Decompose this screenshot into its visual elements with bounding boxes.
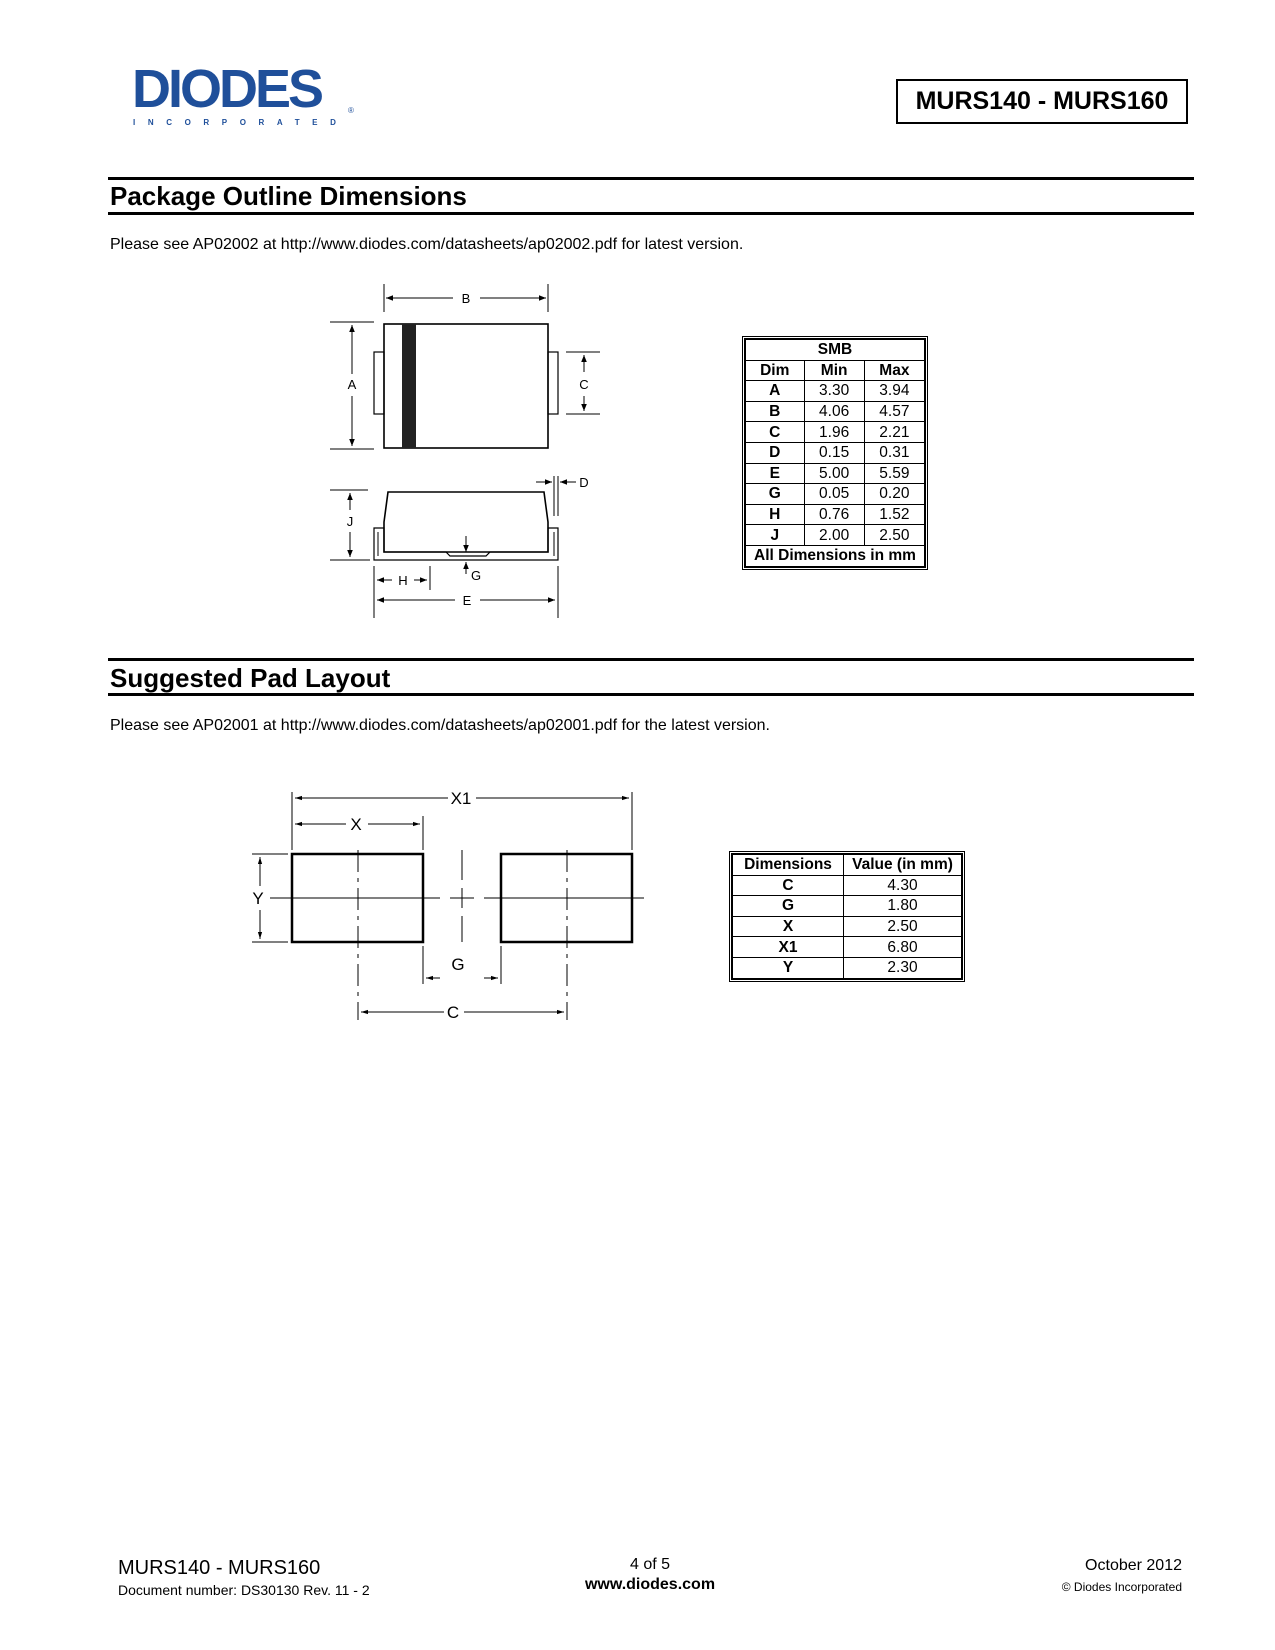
section-title-package-outline: Package Outline Dimensions bbox=[110, 181, 467, 211]
pad-label-y: Y bbox=[252, 889, 264, 908]
section-rule-bottom bbox=[108, 693, 1194, 696]
footer-page-number: 4 of 5 bbox=[629, 1556, 671, 1573]
smb-cell-max: 0.20 bbox=[864, 484, 924, 505]
smb-cell-dim: H bbox=[746, 504, 805, 525]
section-rule-top bbox=[108, 177, 1194, 180]
table-row bbox=[746, 381, 925, 402]
smb-cell-dim: D bbox=[746, 442, 805, 463]
table-row bbox=[733, 896, 962, 917]
smb-table-footer: All Dimensions in mm bbox=[746, 545, 925, 566]
dim-label-g: G bbox=[470, 568, 482, 583]
smb-cell-min: 0.76 bbox=[804, 504, 864, 525]
logo-registered-mark: ® bbox=[348, 106, 354, 115]
table-row bbox=[746, 504, 925, 525]
smb-cell-dim: C bbox=[746, 422, 805, 443]
smb-cell-max: 5.59 bbox=[864, 463, 924, 484]
smb-cell-min: 0.15 bbox=[804, 442, 864, 463]
smb-table-title: SMB bbox=[746, 340, 925, 361]
smb-header-min: Min bbox=[804, 360, 864, 381]
dim-label-d: D bbox=[579, 475, 589, 490]
footer-part-number: MURS140 - MURS160 bbox=[118, 1557, 321, 1579]
table-row bbox=[746, 525, 925, 546]
pad-dimension-table bbox=[729, 851, 965, 982]
pad-cell-value: 4.30 bbox=[844, 875, 962, 896]
smb-cell-max: 2.21 bbox=[864, 422, 924, 443]
table-row bbox=[746, 401, 925, 422]
pad-cell-value: 2.30 bbox=[844, 957, 962, 978]
pad-cell-dimension: C bbox=[733, 875, 844, 896]
smb-cell-dim: B bbox=[746, 401, 805, 422]
smb-cell-dim: E bbox=[746, 463, 805, 484]
dim-label-c: C bbox=[579, 377, 589, 392]
smb-cell-max: 4.57 bbox=[864, 401, 924, 422]
pad-label-c: C bbox=[446, 1003, 460, 1022]
package-outline-drawing bbox=[320, 270, 620, 625]
pad-layout-note: Please see AP02001 at http://www.diodes.com/datasheets/ap02001.pdf for the latest version. bbox=[110, 717, 770, 734]
table-row bbox=[746, 422, 925, 443]
smb-header-dim: Dim bbox=[746, 360, 805, 381]
dim-label-h: H bbox=[398, 573, 408, 588]
smb-cell-min: 0.05 bbox=[804, 484, 864, 505]
table-row bbox=[733, 875, 962, 896]
table-row bbox=[746, 442, 925, 463]
smb-cell-max: 0.31 bbox=[864, 442, 924, 463]
pad-label-g: G bbox=[451, 955, 465, 974]
pad-header-value: Value (in mm) bbox=[844, 855, 962, 876]
smb-cell-dim: J bbox=[746, 525, 805, 546]
smb-header-max: Max bbox=[864, 360, 924, 381]
pad-label-x: X bbox=[350, 815, 362, 834]
pad-cell-value: 2.50 bbox=[844, 916, 962, 937]
pad-cell-dimension: X1 bbox=[733, 937, 844, 958]
smb-dimension-table bbox=[742, 336, 928, 570]
section-rule-bottom bbox=[108, 212, 1194, 215]
footer-document-number: Document number: DS30130 Rev. 11 - 2 bbox=[118, 1582, 370, 1598]
dim-label-j: J bbox=[346, 514, 354, 529]
smb-cell-min: 4.06 bbox=[804, 401, 864, 422]
pad-layout-drawing bbox=[240, 780, 660, 1030]
pad-cell-dimension: X bbox=[733, 916, 844, 937]
package-outline-note: Please see AP02002 at http://www.diodes.com/datasheets/ap02002.pdf for latest version. bbox=[110, 236, 744, 253]
pad-cell-value: 6.80 bbox=[844, 937, 962, 958]
smb-cell-min: 1.96 bbox=[804, 422, 864, 443]
footer-date: October 2012 bbox=[1085, 1557, 1182, 1574]
part-number-box: MURS140 - MURS160 bbox=[896, 79, 1188, 124]
table-row bbox=[733, 957, 962, 978]
section-title-pad-layout: Suggested Pad Layout bbox=[110, 663, 391, 693]
smb-cell-max: 2.50 bbox=[864, 525, 924, 546]
smb-cell-min: 3.30 bbox=[804, 381, 864, 402]
logo-subtitle: INCORPORATED bbox=[133, 118, 349, 127]
smb-cell-min: 2.00 bbox=[804, 525, 864, 546]
smb-cell-min: 5.00 bbox=[804, 463, 864, 484]
pad-cell-dimension: Y bbox=[733, 957, 844, 978]
smb-cell-max: 1.52 bbox=[864, 504, 924, 525]
dim-label-e: E bbox=[462, 593, 472, 608]
pad-cell-value: 1.80 bbox=[844, 896, 962, 917]
table-row bbox=[746, 463, 925, 484]
footer-website: www.diodes.com bbox=[584, 1576, 716, 1593]
table-row bbox=[733, 916, 962, 937]
dim-label-b: B bbox=[461, 291, 471, 306]
smb-cell-dim: G bbox=[746, 484, 805, 505]
smb-cell-dim: A bbox=[746, 381, 805, 402]
footer-copyright: © Diodes Incorporated bbox=[1061, 1580, 1182, 1594]
section-rule-top bbox=[108, 658, 1194, 661]
smb-cell-max: 3.94 bbox=[864, 381, 924, 402]
logo-wordmark: DIODES bbox=[132, 59, 322, 119]
table-row bbox=[746, 484, 925, 505]
table-row bbox=[733, 937, 962, 958]
pad-cell-dimension: G bbox=[733, 896, 844, 917]
pad-label-x1: X1 bbox=[450, 789, 472, 808]
dim-label-a: A bbox=[347, 377, 357, 392]
pad-header-dimensions: Dimensions bbox=[733, 855, 844, 876]
